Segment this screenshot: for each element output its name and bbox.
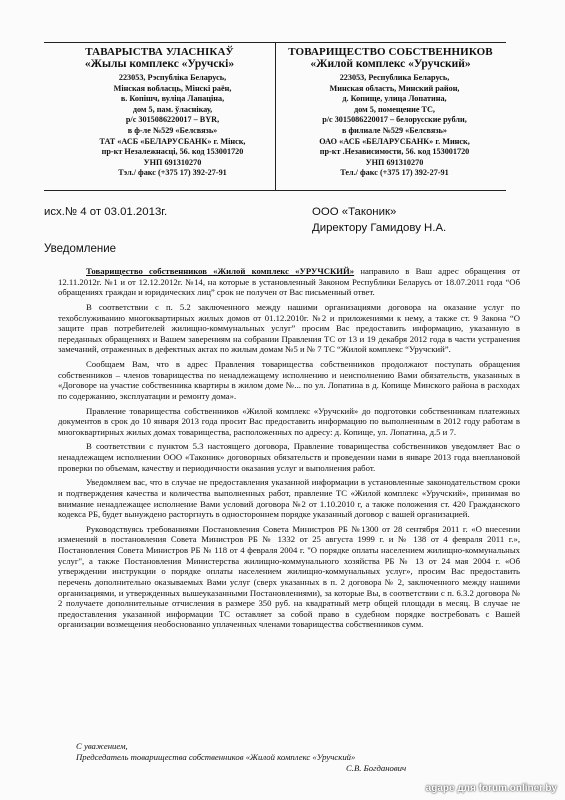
paragraph (58, 359, 520, 402)
address-line: в ф-ле №529 «Белсвязь» (127, 125, 218, 135)
address-line: ОАО «АСБ «БЕЛАРУСБАНК» г. Минск, (319, 136, 470, 146)
paragraph-text: Сообщаем Вам, что в адрес Правления товарищества собственников продолжают поступать обращения собственников – членов товарищества по ненадлежащему исполнению и неисполнению Вами обязательств, указанных в «Договоре на участие собственника квартиры в жилом доме №... по ул. Лопатина в д. Копище Минского района в расходах по содержанию, эксплуатации и ремонту дома». (58, 359, 520, 401)
letterhead-russian (275, 43, 506, 190)
paragraph-lead: Товарищество собственников «Жилой комплекс «УРУЧСКИЙ» (86, 266, 355, 276)
watermark: agape для forum.onliner.by (425, 783, 557, 794)
paragraph-text: направило в Ваш адрес обращения от 12.11.2012г. №1 и от 12.12.2012г. №14, на которые в установленный Законом Республики Беларусь от 18.07.2011 года “Об обращениях граждан и юридических лиц” срок не получен от Вас письменный ответ. (58, 266, 520, 298)
address-line: Минская область, Минский район, (329, 83, 460, 93)
letterhead (44, 42, 506, 191)
paragraph (58, 524, 520, 630)
recipient-company: ООО «Таконик» (312, 206, 397, 218)
address-line: д. Копище, улица Лопатина, (342, 94, 447, 104)
paragraph (58, 441, 520, 473)
address-line: пр-кт Незалежнасці, 56. код 153001720 (101, 147, 244, 157)
paragraph (58, 302, 520, 355)
closing-regards: С уважением, (76, 741, 128, 751)
org-name-line2: «Жылы комплекс «Уручскі» (84, 58, 235, 70)
closing-block (76, 741, 355, 763)
paragraph-text: Уведомляем вас, что в случае не предоставления указанной информации в установленные законодательством сроки и подтверждения качества и количества выполненных работ, правление ТС «Жилой комплекс «Уручский», принимая во внимание ненадлежащее исполнение Вами условий договора №2 от 1.10.2010 г, а также положения ст. 420 Гражданского кодекса РБ, будет вынуждено расторгнуть в одностороннем порядке указанный договор с вашей организацией. (58, 477, 520, 520)
notice-title: Уведомление (44, 243, 117, 255)
paragraph (58, 266, 520, 298)
org-address (275, 73, 506, 179)
address-line: пр-кт .Независимости, 56. код 153001720 (319, 147, 470, 157)
org-address (44, 73, 275, 179)
paragraph-text: В соответствии с пунктом 5.3 настоящего договора, Правление товарищества собственников уведомляет Вас о ненадлежащем исполнении ООО «Таконик» договорных обязательств и проведении нами в январе 2013 года внеплановой проверки по объемам, качеству и периодичности оказания услуг и выполнения работ. (58, 441, 520, 473)
address-line: р/с 3015086220017 – белорусские рубли, (322, 115, 467, 125)
paragraph-text: Руководствуясь требованиями Постановления Совета Министров РБ №1300 от 28 сентября 2011 г. «О внесении изменений в постановления Совета Министров РБ № 1332 от 25 августа 1999 г. и № 138 от 4 февраля 2011 г.», Постановления Совета Министров РБ № 118 от 4 февраля 2004 г. "О порядке оплаты населением жилищно-коммунальных услуг", а также Постановления Министерства жилищно-коммунального хозяйства РБ № 13 от 24 мая 2004 г. «Об утверждении инструкции о порядке оплаты населением жилищно-коммунальных услуг», просим Вас предоставить перечень дополнительно оказываемых Вами услуг (сверх указанных в п. 2 договора № 2, заключенного между нашими организациями, и утвержденных вышеуказанными Постановлениями), за которые Вы, в соответствии с п. 6.3.2 договора № 2 получаете дополнительные отчисления в размере 350 руб. на квадратный метр общей площади в месяц. В случае не предоставления указанной информации ТС оставляет за собой право в судебном порядке востребовать с Вашей организации возмещения необоснованно уплаченных членами товарищества собственников сумм. (58, 523, 520, 630)
address-line: УНП 691310270 (143, 157, 202, 167)
address-line: 223053, Рэспубліка Беларусь, (118, 73, 227, 82)
org-name-line1: ТОВАРИЩЕСТВО СОБСТВЕННИКОВ (288, 46, 493, 58)
address-line: Мінская вобласць, Мінскі раён, (113, 83, 232, 93)
org-name-line2: «Жилой комплекс «Уручский» (310, 58, 471, 70)
address-line: 223053, Республика Беларусь, (339, 73, 450, 82)
address-line: дом 5, помещение ТС, (354, 104, 435, 114)
outgoing-reference: исх.№ 4 от 03.01.2013г. (44, 206, 168, 218)
signatory-title: Председатель товарищества собственников «Жилой комплекс «Уручский» (76, 752, 356, 762)
paragraph (58, 477, 520, 520)
recipient-director: Директору Гамидову Н.А. (312, 222, 447, 234)
address-line: УНП 691310270 (365, 157, 424, 167)
letter-body (58, 266, 520, 630)
paragraph-text: В соответствии с п. 5.2 заключенного между нашими организациями договора на оказание услуг по техобслуживанию многоквартирных жилых домов от 01.12.2010г. №2 и приложениями к нему, а также ст. 9 Закона “О защите прав потребителей жилищно-коммунальных услуг” просим Вас предоставить информацию, указанную в переданных обращениях и Вашем заверениям на собрании Правления ТС от 13 и 19 декабря 2012 года в части устранения замечаний, отраженных в дефектных актах по жилым домам №5 и № 7 ТС “Жилой комплекс “Уручский”. (58, 301, 520, 355)
address-line: Тел./ факс (+375 17) 392-27-91 (340, 168, 449, 178)
letterhead-belarusian (44, 43, 276, 190)
address-line: ТАТ «АСБ «БЕЛАРУСБАНК» г. Мінск, (99, 136, 246, 146)
address-line: в. Копішч, вуліца Лапаціна, (120, 94, 225, 104)
signatory-name: С.В. Богданович (346, 763, 407, 773)
paragraph-text: Правление товарищества собственников «Жилой комплекс «Уручский» до подготовки собственникам платежных документов в срок до 10 января 2013 года просит Вас предоставить информацию по выполненным в 2012 году работам в многоквартирных жилых домах товарищества, расположенных по адресу: д. Копище, ул. Лопатина, д.5 и 7. (58, 405, 520, 437)
address-line: дом 5, пам. ўласнікау, (132, 104, 213, 114)
address-line: р/с 3015086220017 – BYR, (125, 115, 220, 125)
paragraph (58, 406, 520, 438)
address-line: Тэл./ факс (+375 17) 392-27-91 (118, 168, 227, 178)
address-line: в филиале №529 «Белсвязь» (342, 125, 447, 135)
org-name-line1: ТАВАРЫСТВА УЛАСНІКАЎ (85, 46, 234, 58)
